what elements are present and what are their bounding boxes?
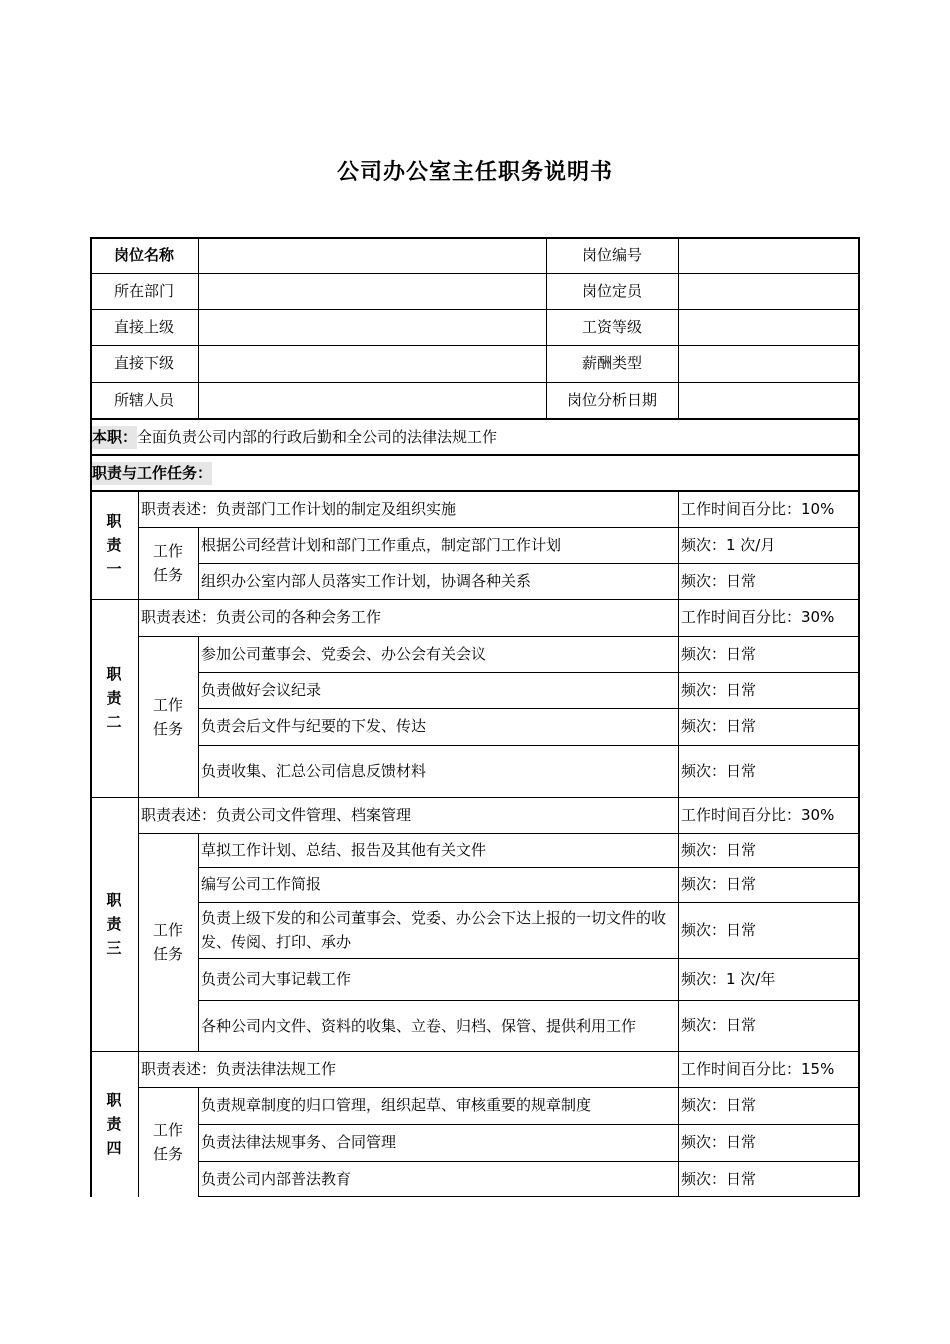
duty-4-description: 职责表述：负责法律法规工作: [141, 1059, 337, 1078]
duty-2-task-2-frequency: 频次：日常: [681, 680, 757, 699]
grid-line: [138, 636, 860, 637]
duty-2-char-1: 职: [106, 665, 122, 683]
task-label-line-1: 工作: [152, 1121, 183, 1139]
duty-1-description: 职责表述：负责部门工作计划的制定及组织实施: [141, 499, 457, 518]
label-salary-grade: 工资等级: [581, 317, 642, 336]
duty-2-task-2: 负责做好会议纪录: [201, 680, 322, 699]
grid-line: [90, 418, 860, 420]
grid-line: [198, 1161, 860, 1162]
grid-line: [198, 745, 860, 746]
duty-3-name: [90, 797, 138, 1051]
duty-4-name: [90, 1051, 138, 1197]
label-analysis-date: 岗位分析日期: [566, 391, 657, 409]
grid-line: [198, 672, 860, 673]
duty-1-task-2: 组织办公室内部人员落实工作计划，协调各种关系: [201, 571, 532, 590]
grid-line: [138, 833, 860, 834]
value-position-number: [678, 237, 860, 273]
duty-2-description: 职责表述：负责公司的各种会务工作: [141, 608, 382, 626]
duty-2-name: [90, 599, 138, 797]
duty-1-task-label: [138, 527, 198, 599]
core-duty-text: 全面负责公司内部的行政后勤和全公司的法律法规工作: [137, 427, 498, 446]
duty-1-char-1: 职: [106, 512, 122, 530]
label-direct-superior: 直接上级: [113, 317, 174, 336]
grid-line: [138, 527, 860, 528]
duty-1-char-3: 一: [106, 560, 122, 578]
duty-2-task-3: 负责会后文件与纪要的下发、传达: [201, 717, 427, 735]
grid-line: [198, 237, 199, 419]
task-label-line-1: 工作: [152, 542, 183, 560]
duty-3-task-3: 负责上级下发的和公司董事会、党委、办公会下达上报的一切文件的收发、传阅、打印、承办: [201, 909, 667, 951]
duty-4-task-2: 负责法律法规事务、合同管理: [201, 1133, 397, 1151]
grid-line: [678, 491, 679, 1197]
grid-line: [90, 797, 860, 798]
value-headcount: [678, 273, 860, 309]
label-direct-subordinate: 直接下级: [113, 354, 174, 372]
duty-2-task-1-frequency: 频次：日常: [681, 644, 757, 663]
duty-2-task-4: 负责收集、汇总公司信息反馈材料: [201, 761, 427, 780]
duty-4-task-label: [138, 1087, 198, 1197]
duty-1-task-1-frequency: 频次：1 次/月: [681, 535, 776, 554]
grid-line: [90, 345, 860, 346]
value-direct-subordinate: [198, 345, 546, 382]
label-position-name: 岗位名称: [113, 245, 174, 264]
grid-line: [546, 237, 547, 419]
grid-line: [198, 958, 860, 959]
grid-line: [678, 237, 679, 419]
value-direct-superior: [198, 309, 546, 345]
duty-2-task-1: 参加公司董事会、党委会、办公会有关会议: [201, 644, 487, 663]
border-left: [90, 237, 92, 1197]
grid-line: [198, 833, 199, 1051]
label-pay-type: 薪酬类型: [581, 354, 642, 372]
duty-3-task-3-frequency: 频次：日常: [681, 920, 757, 939]
duty-1-time-percent: 工作时间百分比：10%: [681, 499, 835, 518]
value-department: [198, 273, 546, 309]
task-label-line-1: 工作: [152, 695, 183, 714]
grid-line: [90, 1051, 860, 1052]
duty-2-task-4-frequency: 频次：日常: [681, 761, 757, 780]
grid-line: [90, 599, 860, 600]
duty-3-task-label: [138, 833, 198, 1051]
duty-3-task-4: 负责公司大事记载工作: [201, 969, 352, 988]
duty-4-task-1-frequency: 频次：日常: [681, 1096, 757, 1114]
grid-line: [90, 490, 860, 492]
grid-line: [138, 1087, 860, 1088]
value-position-name: [198, 237, 546, 273]
grid-line: [198, 563, 860, 564]
duty-1-task-1: 根据公司经营计划和部门工作重点，制定部门工作计划: [201, 535, 562, 554]
duty-3-task-5: 各种公司内文件、资料的收集、立卷、归档、保管、提供利用工作: [201, 1016, 637, 1035]
duty-3-task-2-frequency: 频次：日常: [681, 875, 757, 893]
border-top: [90, 237, 860, 239]
task-label-line-2: 任务: [152, 719, 183, 738]
duty-1-name: [90, 491, 138, 599]
duty-4-task-1: 负责规章制度的归口管理，组织起草、审核重要的规章制度: [201, 1096, 592, 1114]
grid-line: [90, 454, 860, 456]
grid-line: [198, 902, 860, 903]
duty-3-char-1: 职: [106, 891, 122, 909]
core-duty-row: [90, 419, 860, 455]
duty-3-description: 职责表述：负责公司文件管理、档案管理: [141, 805, 412, 824]
value-analysis-date: [678, 382, 860, 419]
duty-3-task-5-frequency: 频次：日常: [681, 1016, 757, 1034]
duty-4-char-1: 职: [106, 1091, 122, 1109]
duty-3-char-2: 责: [106, 915, 122, 933]
grid-line: [198, 1087, 199, 1197]
duty-4-time-percent: 工作时间百分比：15%: [681, 1059, 835, 1078]
grid-line: [198, 1196, 860, 1197]
border-right: [858, 237, 860, 1197]
grid-line: [198, 708, 860, 709]
grid-line: [198, 867, 860, 868]
duty-1-char-2: 责: [106, 536, 122, 554]
grid-line: [90, 309, 860, 310]
duty-3-time-percent: 工作时间百分比：30%: [681, 805, 835, 824]
grid-line: [90, 382, 860, 383]
value-pay-type: [678, 345, 860, 382]
duty-3-task-1-frequency: 频次：日常: [681, 840, 757, 859]
duty-4-task-3: 负责公司内部普法教育: [201, 1169, 352, 1188]
duty-2-task-3-frequency: 频次：日常: [681, 717, 757, 735]
grid-line: [198, 1000, 860, 1001]
task-label-line-2: 任务: [152, 566, 183, 584]
duty-2-char-2: 责: [106, 689, 122, 707]
value-salary-grade: [678, 309, 860, 345]
grid-line: [138, 491, 139, 1197]
task-label-line-2: 任务: [152, 1145, 183, 1163]
label-position-number: 岗位编号: [581, 245, 642, 264]
label-department: 所在部门: [113, 281, 174, 300]
duty-4-char-2: 责: [106, 1115, 122, 1133]
duty-4-char-3: 四: [106, 1139, 122, 1157]
grid-line: [198, 636, 199, 797]
grid-line: [90, 273, 860, 274]
label-headcount: 岗位定员: [581, 281, 642, 300]
duty-1-task-2-frequency: 频次：日常: [681, 571, 757, 590]
duty-3-task-4-frequency: 频次：1 次/年: [681, 969, 776, 988]
core-duty-label: 本职：: [92, 426, 137, 449]
page-title: 公司办公室主任职务说明书: [336, 160, 613, 185]
duty-3-task-1: 草拟工作计划、总结、报告及其他有关文件: [201, 840, 487, 859]
duties-header-row: [90, 455, 860, 491]
duty-2-char-3: 二: [106, 713, 122, 731]
task-label-line-1: 工作: [152, 921, 183, 939]
duty-3-char-3: 三: [106, 939, 122, 957]
grid-line: [198, 1124, 860, 1125]
job-description-table: [90, 237, 860, 1197]
duty-2-time-percent: 工作时间百分比：30%: [681, 608, 835, 626]
duties-header: 职责与工作任务：: [92, 462, 212, 485]
duty-3-task-2: 编写公司工作简报: [201, 875, 322, 893]
value-staff-managed: [198, 382, 546, 419]
task-label-line-2: 任务: [152, 945, 183, 963]
duty-2-task-label: [138, 636, 198, 797]
duty-4-task-2-frequency: 频次：日常: [681, 1133, 757, 1151]
duty-4-task-3-frequency: 频次：日常: [681, 1169, 757, 1188]
label-staff-managed: 所辖人员: [113, 391, 174, 409]
